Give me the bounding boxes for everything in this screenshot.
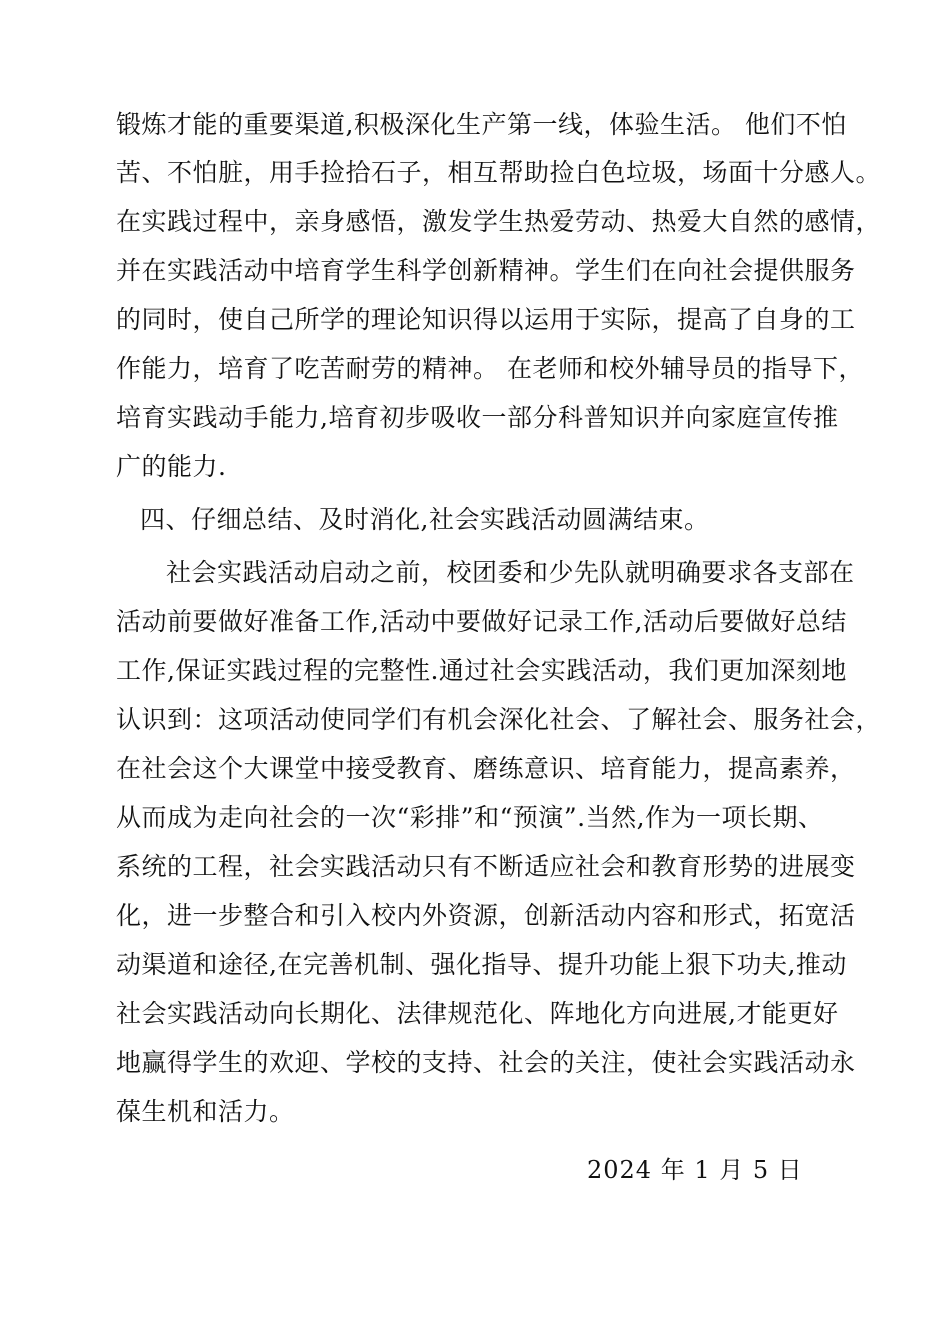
- text-line-20: 地赢得学生的欢迎、学校的支持、社会的关注，使社会实践活动永: [116, 1048, 856, 1077]
- text-line-13: 认识到：这项活动使同学们有机会深化社会、了解社会、服务社会，: [116, 705, 882, 734]
- text-line-3: 在实践过程中，亲身感悟，激发学生热爱劳动、热爱大自然的感情，: [116, 207, 882, 236]
- text-line-15: 从而成为走向社会的一次“彩排”和“预演”.当然,作为一项长期、: [116, 803, 824, 832]
- text-line-7: 培育实践动手能力,培育初步吸收一部分科普知识并向家庭宣传推: [116, 403, 839, 432]
- text-line-14: 在社会这个大课堂中接受教育、磨练意识、培育能力，提高素养，: [116, 754, 856, 783]
- text-line-8: 广的能力.: [116, 452, 227, 481]
- text-line-19: 社会实践活动向长期化、法律规范化、阵地化方向进展,才能更好: [116, 999, 839, 1028]
- text-line-4: 并在实践活动中培育学生科学创新精神。学生们在向社会提供服务: [116, 256, 856, 285]
- text-line-1: 锻炼才能的重要渠道,积极深化生产第一线，体验生活。 他们不怕: [116, 110, 847, 139]
- document-date: 2024 年 1 月 5 日: [587, 1156, 803, 1184]
- text-line-10: 社会实践活动启动之前，校团委和少先队就明确要求各支部在: [166, 558, 855, 587]
- text-line-2: 苦、不怕脏，用手捡拾石子，相互帮助捡白色垃圾，场面十分感人。: [116, 158, 882, 187]
- text-line-21: 葆生机和活力。: [116, 1097, 295, 1126]
- section-heading: 四、仔细总结、及时消化,社会实践活动圆满结束。: [140, 505, 710, 534]
- text-line-16: 系统的工程，社会实践活动只有不断适应社会和教育形势的进展变: [116, 852, 856, 881]
- text-line-18: 动渠道和途径,在完善机制、强化指导、提升功能上狠下功夫,推动: [116, 950, 847, 979]
- text-line-6: 作能力，培育了吃苦耐劳的精神。 在老师和校外辅导员的指导下，: [116, 354, 864, 383]
- text-line-11: 活动前要做好准备工作,活动中要做好记录工作,活动后要做好总结: [116, 607, 847, 636]
- text-line-17: 化，进一步整合和引入校内外资源，创新活动内容和形式，拓宽活: [116, 901, 856, 930]
- text-line-12: 工作,保证实践过程的完整性.通过社会实践活动，我们更加深刻地: [116, 656, 847, 685]
- text-line-5: 的同时，使自己所学的理论知识得以运用于实际，提高了自身的工: [116, 305, 856, 334]
